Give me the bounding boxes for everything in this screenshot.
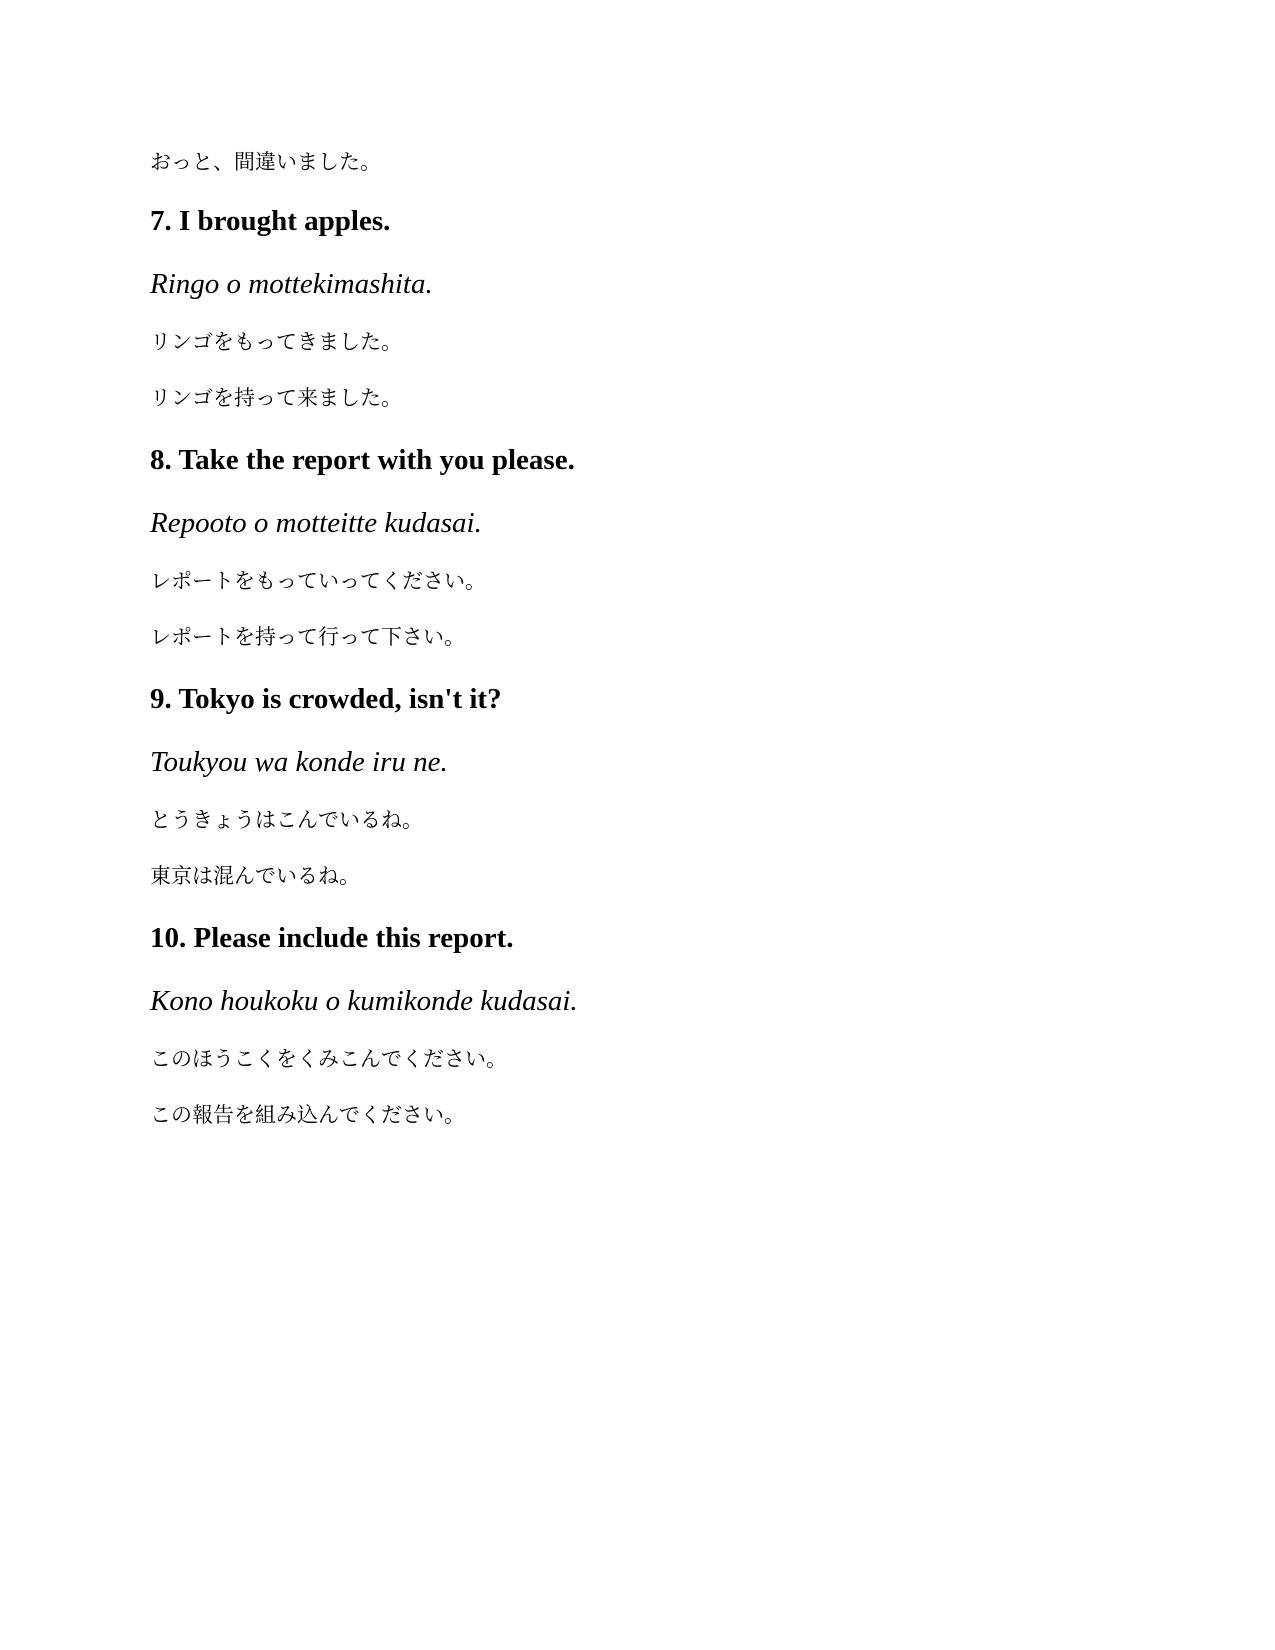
entry-9-kanji: 東京は混んでいるね。 [150, 864, 360, 888]
entry-10-romaji: Kono houkoku o kumikonde kudasai. [150, 985, 578, 1017]
entry-8-romaji: Repooto o motteitte kudasai. [150, 507, 482, 539]
entry-7-kana: リンゴをもってきました。 [150, 330, 402, 354]
entry-10-heading: 10. Please include this report. [150, 922, 514, 954]
entry-10-kana: このほうこくをくみこんでください。 [150, 1047, 507, 1071]
intro-line: おっと、間違いました。 [150, 150, 381, 174]
entry-8-heading: 8. Take the report with you please. [150, 444, 575, 476]
entry-7-heading: 7. I brought apples. [150, 205, 391, 237]
entry-10-kanji: この報告を組み込んでください。 [150, 1103, 465, 1127]
entry-9-kana: とうきょうはこんでいるね。 [150, 808, 423, 832]
entry-9-romaji: Toukyou wa konde iru ne. [150, 746, 448, 778]
entry-7-romaji: Ringo o mottekimashita. [150, 268, 433, 300]
entry-9-heading: 9. Tokyo is crowded, isn't it? [150, 683, 502, 715]
entry-8-kanji: レポートを持って行って下さい。 [150, 625, 465, 649]
entry-7-kanji: リンゴを持って来ました。 [150, 386, 402, 410]
entry-8-kana: レポートをもっていってください。 [150, 569, 486, 593]
